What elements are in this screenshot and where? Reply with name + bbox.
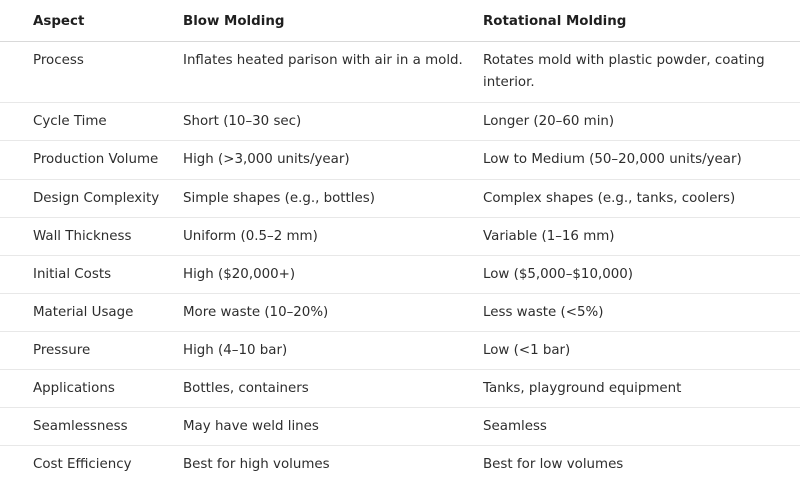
blow-molding-cell: Uniform (0.5–2 mm) [183,217,483,255]
rotational-molding-cell: Low ($5,000–$10,000) [483,255,800,293]
table-row [0,445,800,483]
aspect-cell: Cost Efficiency [33,456,132,472]
blow-molding-cell: Simple shapes (e.g., bottles) [183,179,483,217]
rotational-molding-cell: Low (<1 bar) [483,331,800,369]
aspect-cell: Wall Thickness [0,217,183,255]
rotational-molding-cell: Complex shapes (e.g., tanks, coolers) [483,179,800,217]
blow-molding-cell: Inflates heated parison with air in a mold. [183,41,483,102]
table-row [0,140,800,179]
blow-molding-cell: High ($20,000+) [183,255,483,293]
table-row [0,255,800,293]
table-row [0,102,800,140]
table-row [0,331,800,369]
blow-molding-cell: May have weld lines [183,407,483,445]
aspect-cell: Design Complexity [0,179,183,217]
rotational-molding-cell: Variable (1–16 mm) [483,217,800,255]
table-row [0,179,800,217]
rotational-molding-cell: Tanks, playground equipment [483,369,800,407]
blow-molding-cell: Best for high volumes [183,456,330,472]
table-row [0,41,800,102]
table-row [0,293,800,331]
header-row [0,0,800,41]
aspect-cell: Initial Costs [0,255,183,293]
blow-molding-cell: Bottles, containers [183,369,483,407]
aspect-cell: Cycle Time [0,102,183,140]
aspect-cell: Process [0,41,183,102]
table-row [0,369,800,407]
blow-molding-cell: Short (10–30 sec) [183,102,483,140]
aspect-cell: Seamlessness [0,407,183,445]
rotational-molding-cell: Rotates mold with plastic powder, coating interior. [483,41,800,102]
aspect-cell: Production Volume [0,140,183,179]
blow-molding-cell: High (4–10 bar) [183,331,483,369]
header-rotational-molding: Rotational Molding [483,0,800,41]
table-row [0,217,800,255]
rotational-molding-cell: Less waste (<5%) [483,293,800,331]
aspect-cell: Applications [0,369,183,407]
rotational-molding-cell: Low to Medium (50–20,000 units/year) [483,140,800,179]
blow-molding-cell: High (>3,000 units/year) [183,140,483,179]
rotational-molding-cell: Longer (20–60 min) [483,102,800,140]
table-header [0,0,800,41]
header-aspect: Aspect [0,0,183,41]
blow-molding-cell: More waste (10–20%) [183,293,483,331]
aspect-cell: Pressure [0,331,183,369]
table-body [0,41,800,483]
header-blow-molding: Blow Molding [183,0,483,41]
rotational-molding-cell: Best for low volumes [483,456,624,472]
table-row [0,407,800,445]
rotational-molding-cell: Seamless [483,407,800,445]
aspect-cell: Material Usage [0,293,183,331]
